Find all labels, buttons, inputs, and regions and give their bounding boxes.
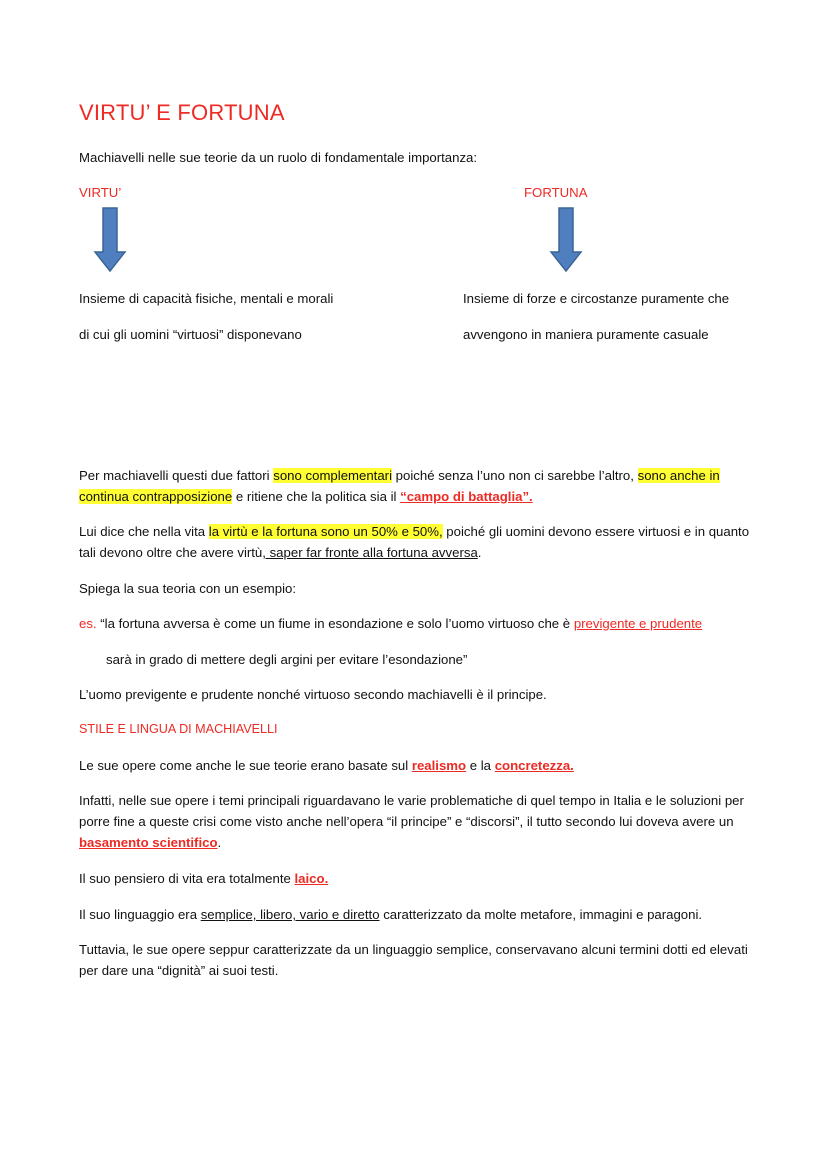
intro-text: Machiavelli nelle sue teorie da un ruolo di fondamentale importanza: <box>79 150 478 165</box>
page-title: VIRTU’ E FORTUNA <box>79 100 285 125</box>
fortuna-definition-line2: avvengono in maniera puramente casuale <box>463 327 709 342</box>
keyword-concretezza: concretezza. <box>494 758 574 773</box>
paragraph-principe: L’uomo previgente e prudente nonché virtuoso secondo machiavelli è il principe. <box>79 687 547 702</box>
p5-text-a: Le sue opere come anche le sue teorie erano basate sul <box>79 758 412 773</box>
virtu-definition-line2: di cui gli uomini “virtuosi” disponevano <box>79 327 302 342</box>
paragraph-laico <box>79 868 328 889</box>
example-prefix: es. <box>79 616 97 631</box>
p6-text-c: . <box>217 835 222 850</box>
p5-text-c: e la <box>466 758 495 773</box>
p2-text-c: poiché gli uomini devono essere virtuosi e in quanto tali devono oltre che avere virtù <box>79 524 750 560</box>
highlight-complementari: sono complementari <box>273 468 392 483</box>
fortuna-arrow-icon <box>549 207 583 273</box>
highlight-contrapposizione: sono anche in continua contrapposizione <box>79 468 720 504</box>
example-previgente-prudente: previgente e prudente <box>573 616 703 631</box>
keyword-laico: laico. <box>294 871 329 886</box>
paragraph-tuttavia: Tuttavia, le sue opere seppur caratterizzate da un linguaggio semplice, conservavano alcuni termini dotti ed elevati per dare una “dignità” ai suoi testi. <box>79 942 748 978</box>
p2-text-a: Lui dice che nella vita <box>79 524 209 539</box>
virtu-arrow-icon <box>93 207 127 273</box>
p8-text-a: Il suo linguaggio era <box>79 907 201 922</box>
underline-fortuna-avversa: , saper far fronte alla fortuna avversa <box>262 545 478 560</box>
example-line2: sarà in grado di mettere degli argini per evitare l’esondazione” <box>106 652 468 667</box>
keyword-basamento-scientifico: basamento scientifico <box>79 835 218 850</box>
highlight-cinquanta: la virtù e la fortuna sono un 50% e 50%, <box>208 524 443 539</box>
p2-text-e: . <box>477 545 482 560</box>
p1-text-a: Per machiavelli questi due fattori <box>79 468 274 483</box>
paragraph-complementari <box>79 465 751 507</box>
example-text: “la fortuna avversa è come un fiume in esondazione e solo l’uomo virtuoso che è <box>96 616 574 631</box>
underline-semplice-libero: semplice, libero, vario e diretto <box>200 907 380 922</box>
example-line1 <box>79 613 702 634</box>
p6-text-a: Infatti, nelle sue opere i temi principali riguardavano le varie problematiche di quel tempo in Italia e le soluzioni per porre fine a queste crisi come visto anche nell’opera “il principe” e “discorsi”, il tutto secondo lui doveva avere un <box>79 793 744 829</box>
paragraph-temi <box>79 790 751 853</box>
keyword-campo-di-battaglia: “campo di battaglia”. <box>400 489 533 504</box>
p1-text-e: e ritiene che la politica sia il <box>232 489 401 504</box>
fortuna-definition-line1: Insieme di forze e circostanze puramente che <box>463 291 730 306</box>
paragraph-esempio-intro: Spiega la sua teoria con un esempio: <box>79 581 297 596</box>
section-subtitle: STILE E LINGUA DI MACHIAVELLI <box>79 722 278 736</box>
paragraph-linguaggio <box>79 904 702 925</box>
paragraph-realismo <box>79 755 574 776</box>
virtu-definition-line1: Insieme di capacità fisiche, mentali e morali <box>79 291 334 306</box>
p7-text-a: Il suo pensiero di vita era totalmente <box>79 871 295 886</box>
keyword-realismo: realismo <box>411 758 467 773</box>
p8-text-c: caratterizzato da molte metafore, immagini e paragoni. <box>379 907 703 922</box>
fortuna-label: FORTUNA <box>524 185 588 200</box>
p1-text-c: poiché senza l’uno non ci sarebbe l’altro, <box>392 468 638 483</box>
virtu-label: VIRTU’ <box>79 185 122 200</box>
paragraph-cinquanta <box>79 521 751 563</box>
